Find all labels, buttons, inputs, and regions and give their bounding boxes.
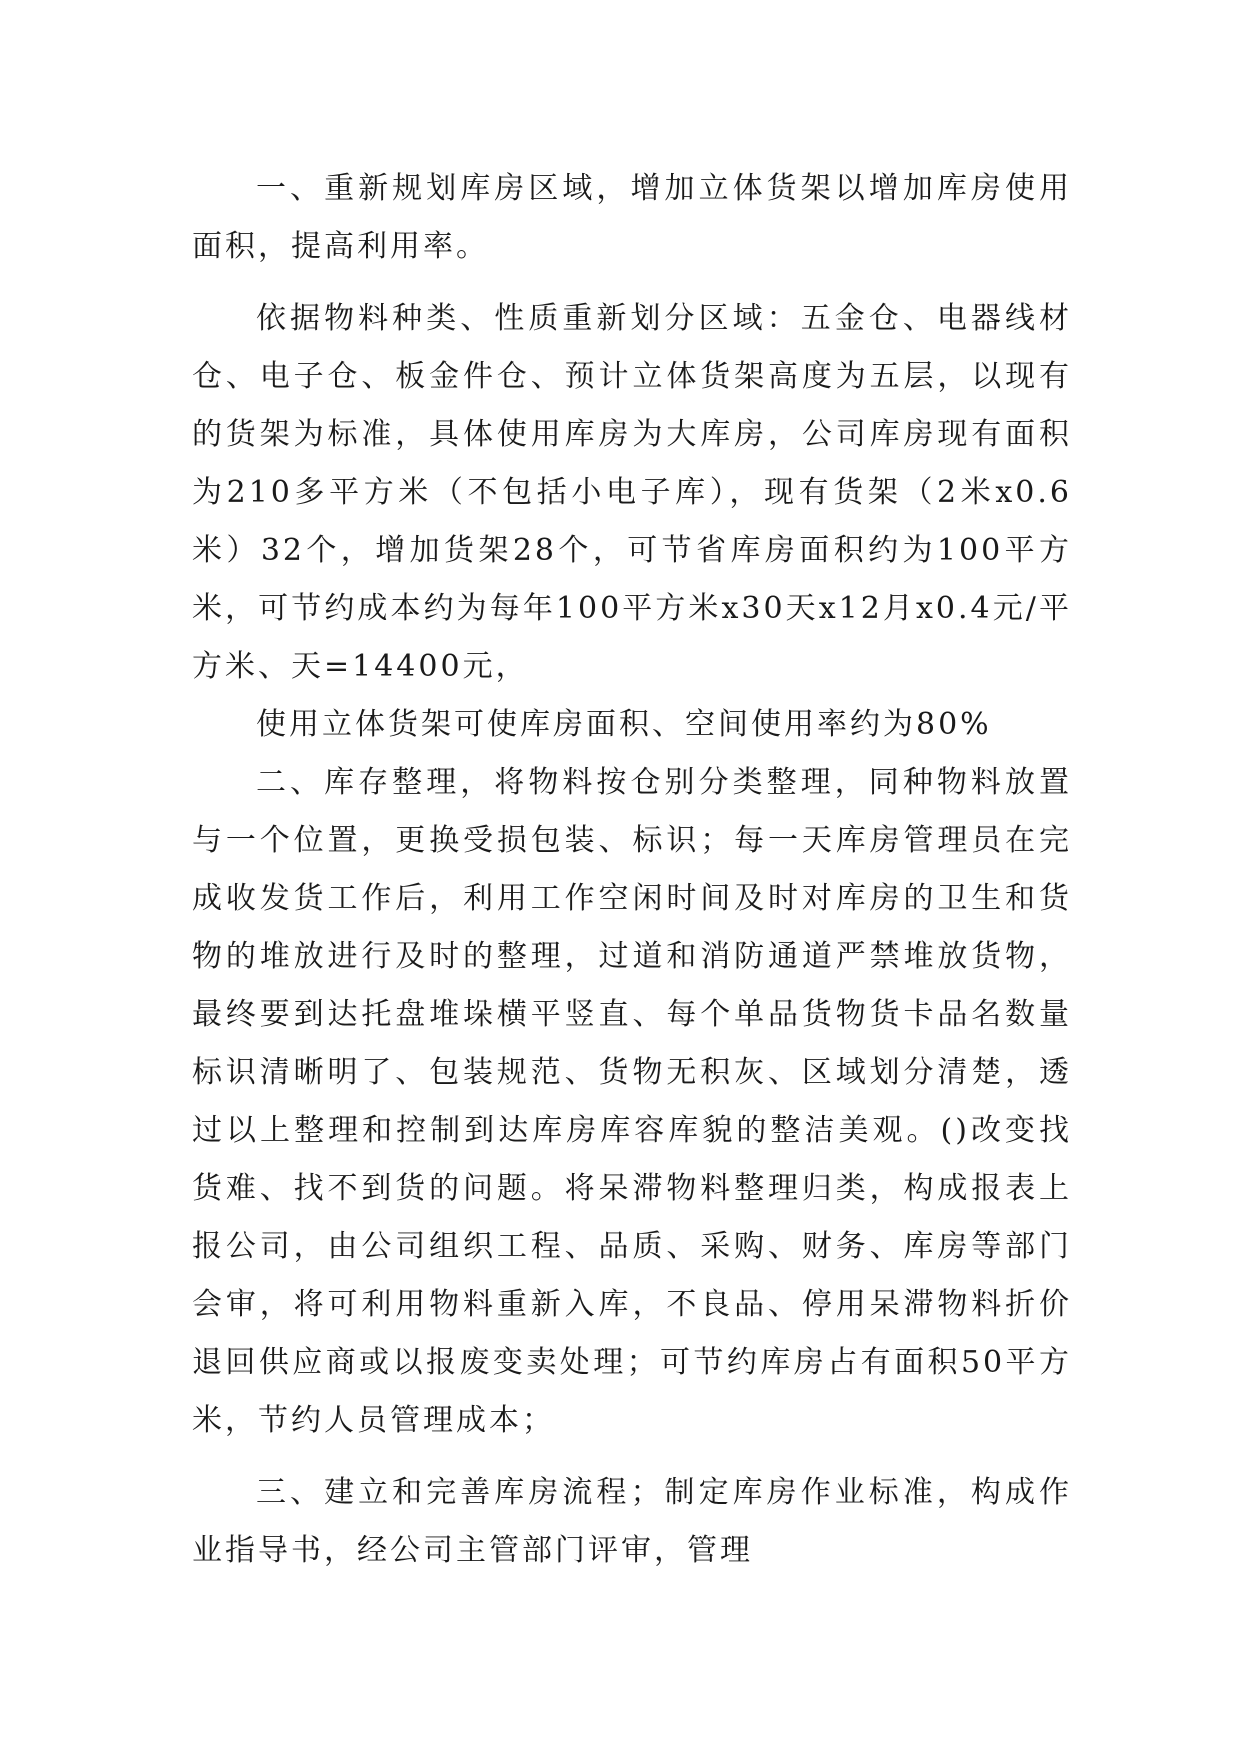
paragraph-utilization-rate: 使用立体货架可使库房面积、空间使用率约为80% <box>256 707 992 742</box>
paragraph-section-three: 三、建立和完善库房流程；制定库房作业标准，构成作业指导书，经公司主管部门评审，管理 <box>192 1475 1072 1568</box>
paragraph-section-one: 一、重新规划库房区域，增加立体货架以增加库房使用面积，提高利用率。 <box>192 171 1072 264</box>
document-body <box>192 160 1072 1580</box>
paragraph-section-two: 二、库存整理，将物料按仓别分类整理，同种物料放置与一个位置，更换受损包装、标识；每一天库房管理员在完成收发货工作后，利用工作空闲时间及时对库房的卫生和货物的堆放进行及时的整理，过道和消防通道严禁堆放货物，最终要到达托盘堆垛横平竖直、每个单品货物货卡品名数量标识清晰明了、包装规范、货物无积灰、区域划分清楚，透过以上整理和控制到达库房库容库貌的整洁美观。()改变找货难、找不到货的问题。将呆滞物料整理归类，构成报表上报公司，由公司组织工程、品质、采购、财务、库房等部门会审，将可利用物料重新入库，不良品、停用呆滞物料折价退回供应商或以报废变卖处理；可节约库房占有面积50平方米，节约人员管理成本； <box>192 765 1072 1438</box>
paragraph-zoning-details: 依据物料种类、性质重新划分区域：五金仓、电器线材仓、电子仓、板金件仓、预计立体货架高度为五层，以现有的货架为标准，具体使用库房为大库房，公司库房现有面积为210多平方米（不包括小电子库），现有货架（2米x0.6米）32个，增加货架28个，可节省库房面积约为100平方米，可节约成本约为每年100平方米x30天x12月x0.4元/平方米、天=14400元， <box>192 301 1072 684</box>
